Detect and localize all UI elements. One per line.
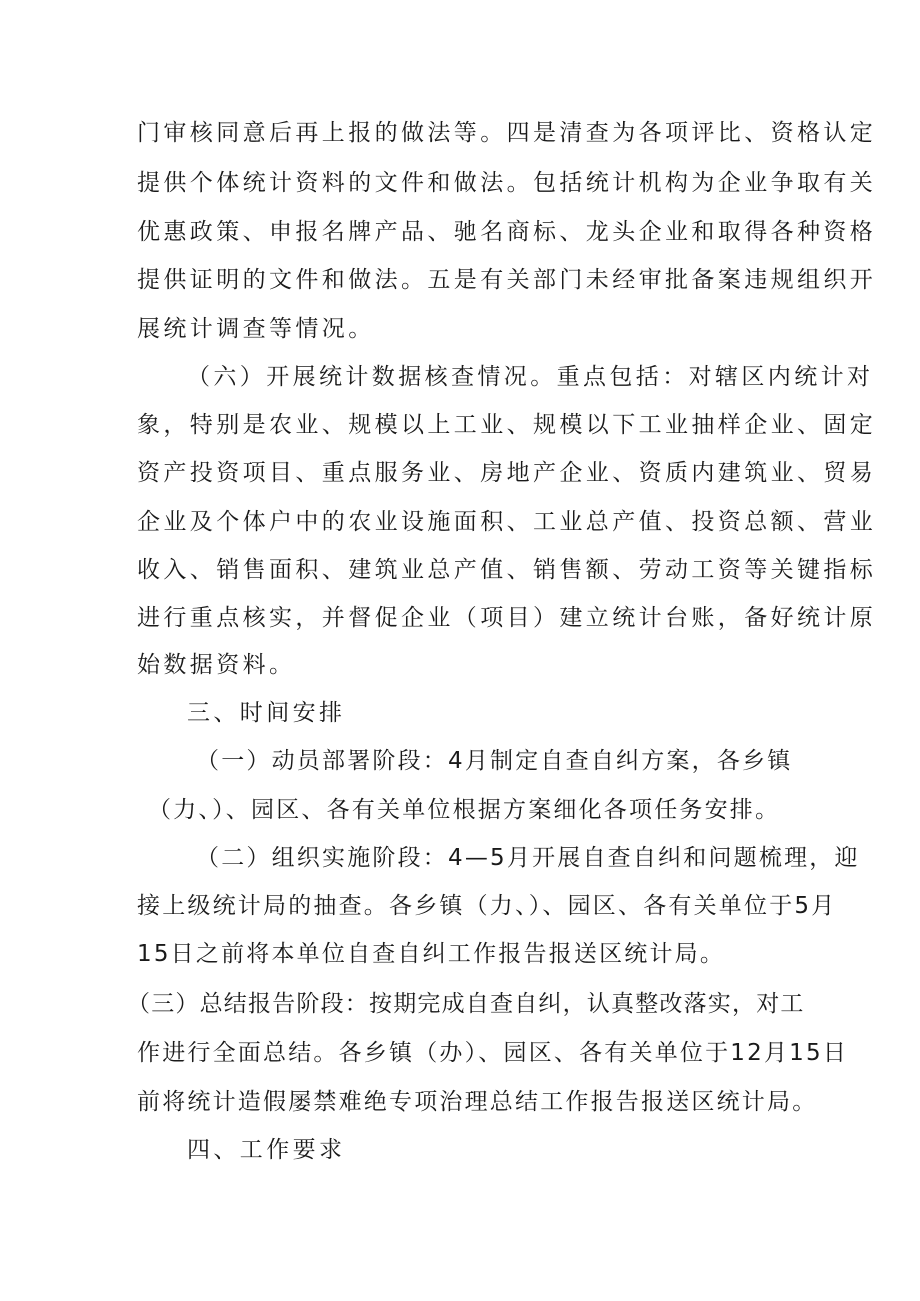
- text-line: 始数据资料。: [137, 652, 296, 678]
- text-line: （二）组织实施阶段：4—5月开展自查自纠和问题梳理，迎: [196, 845, 860, 871]
- text-line: 资产投资项目、重点服务业、房地产企业、资质内建筑业、贸易: [137, 460, 877, 486]
- text-line: （三）总结报告阶段：按期完成自查自纠，认真整改落实，对工: [127, 991, 805, 1017]
- text-line: 优惠政策、申报名牌产品、驰名商标、龙头企业和取得各种资格: [137, 219, 877, 245]
- text-line: 收入、销售面积、建筑业总产值、销售额、劳动工资等关键指标: [137, 557, 877, 583]
- text-line: 15日之前将本单位自查自纠工作报告报送区统计局。: [137, 941, 726, 967]
- text-line: （一）动员部署阶段：4月制定自查自纠方案，各乡镇: [196, 748, 793, 774]
- text-line: （六）开展统计数据核查情况。重点包括：对辖区内统计对: [187, 364, 874, 390]
- text-line: 提供证明的文件和做法。五是有关部门未经审批备案违规组织开: [137, 267, 877, 293]
- section-heading: 三、时间安排: [187, 700, 346, 726]
- text-line: （力、）、园区、各有关单位根据方案细化各项任务安排。: [148, 797, 781, 823]
- text-line: 前将统计造假屡禁难绝专项治理总结工作报告报送区统计局。: [137, 1089, 818, 1115]
- text-line: 企业及个体户中的农业设施面积、工业总产值、投资总额、营业: [137, 509, 877, 535]
- text-line: 展统计调查等情况。: [137, 316, 375, 342]
- text-line: 进行重点核实，并督促企业（项目）建立统计台账，备好统计原: [137, 605, 877, 631]
- text-line: 作进行全面总结。各乡镇（办）、园区、各有关单位于12月15日: [137, 1040, 849, 1066]
- text-line: 接上级统计局的抽查。各乡镇（力、）、园区、各有关单位于5月: [137, 893, 837, 919]
- section-heading: 四、工作要求: [187, 1137, 346, 1163]
- text-line: 门审核同意后再上报的做法等。四是清查为各项评比、资格认定: [137, 120, 877, 146]
- text-line: 象，特别是农业、规模以上工业、规模以下工业抽样企业、固定: [137, 412, 877, 438]
- text-line: 提供个体统计资料的文件和做法。包括统计机构为企业争取有关: [137, 170, 877, 196]
